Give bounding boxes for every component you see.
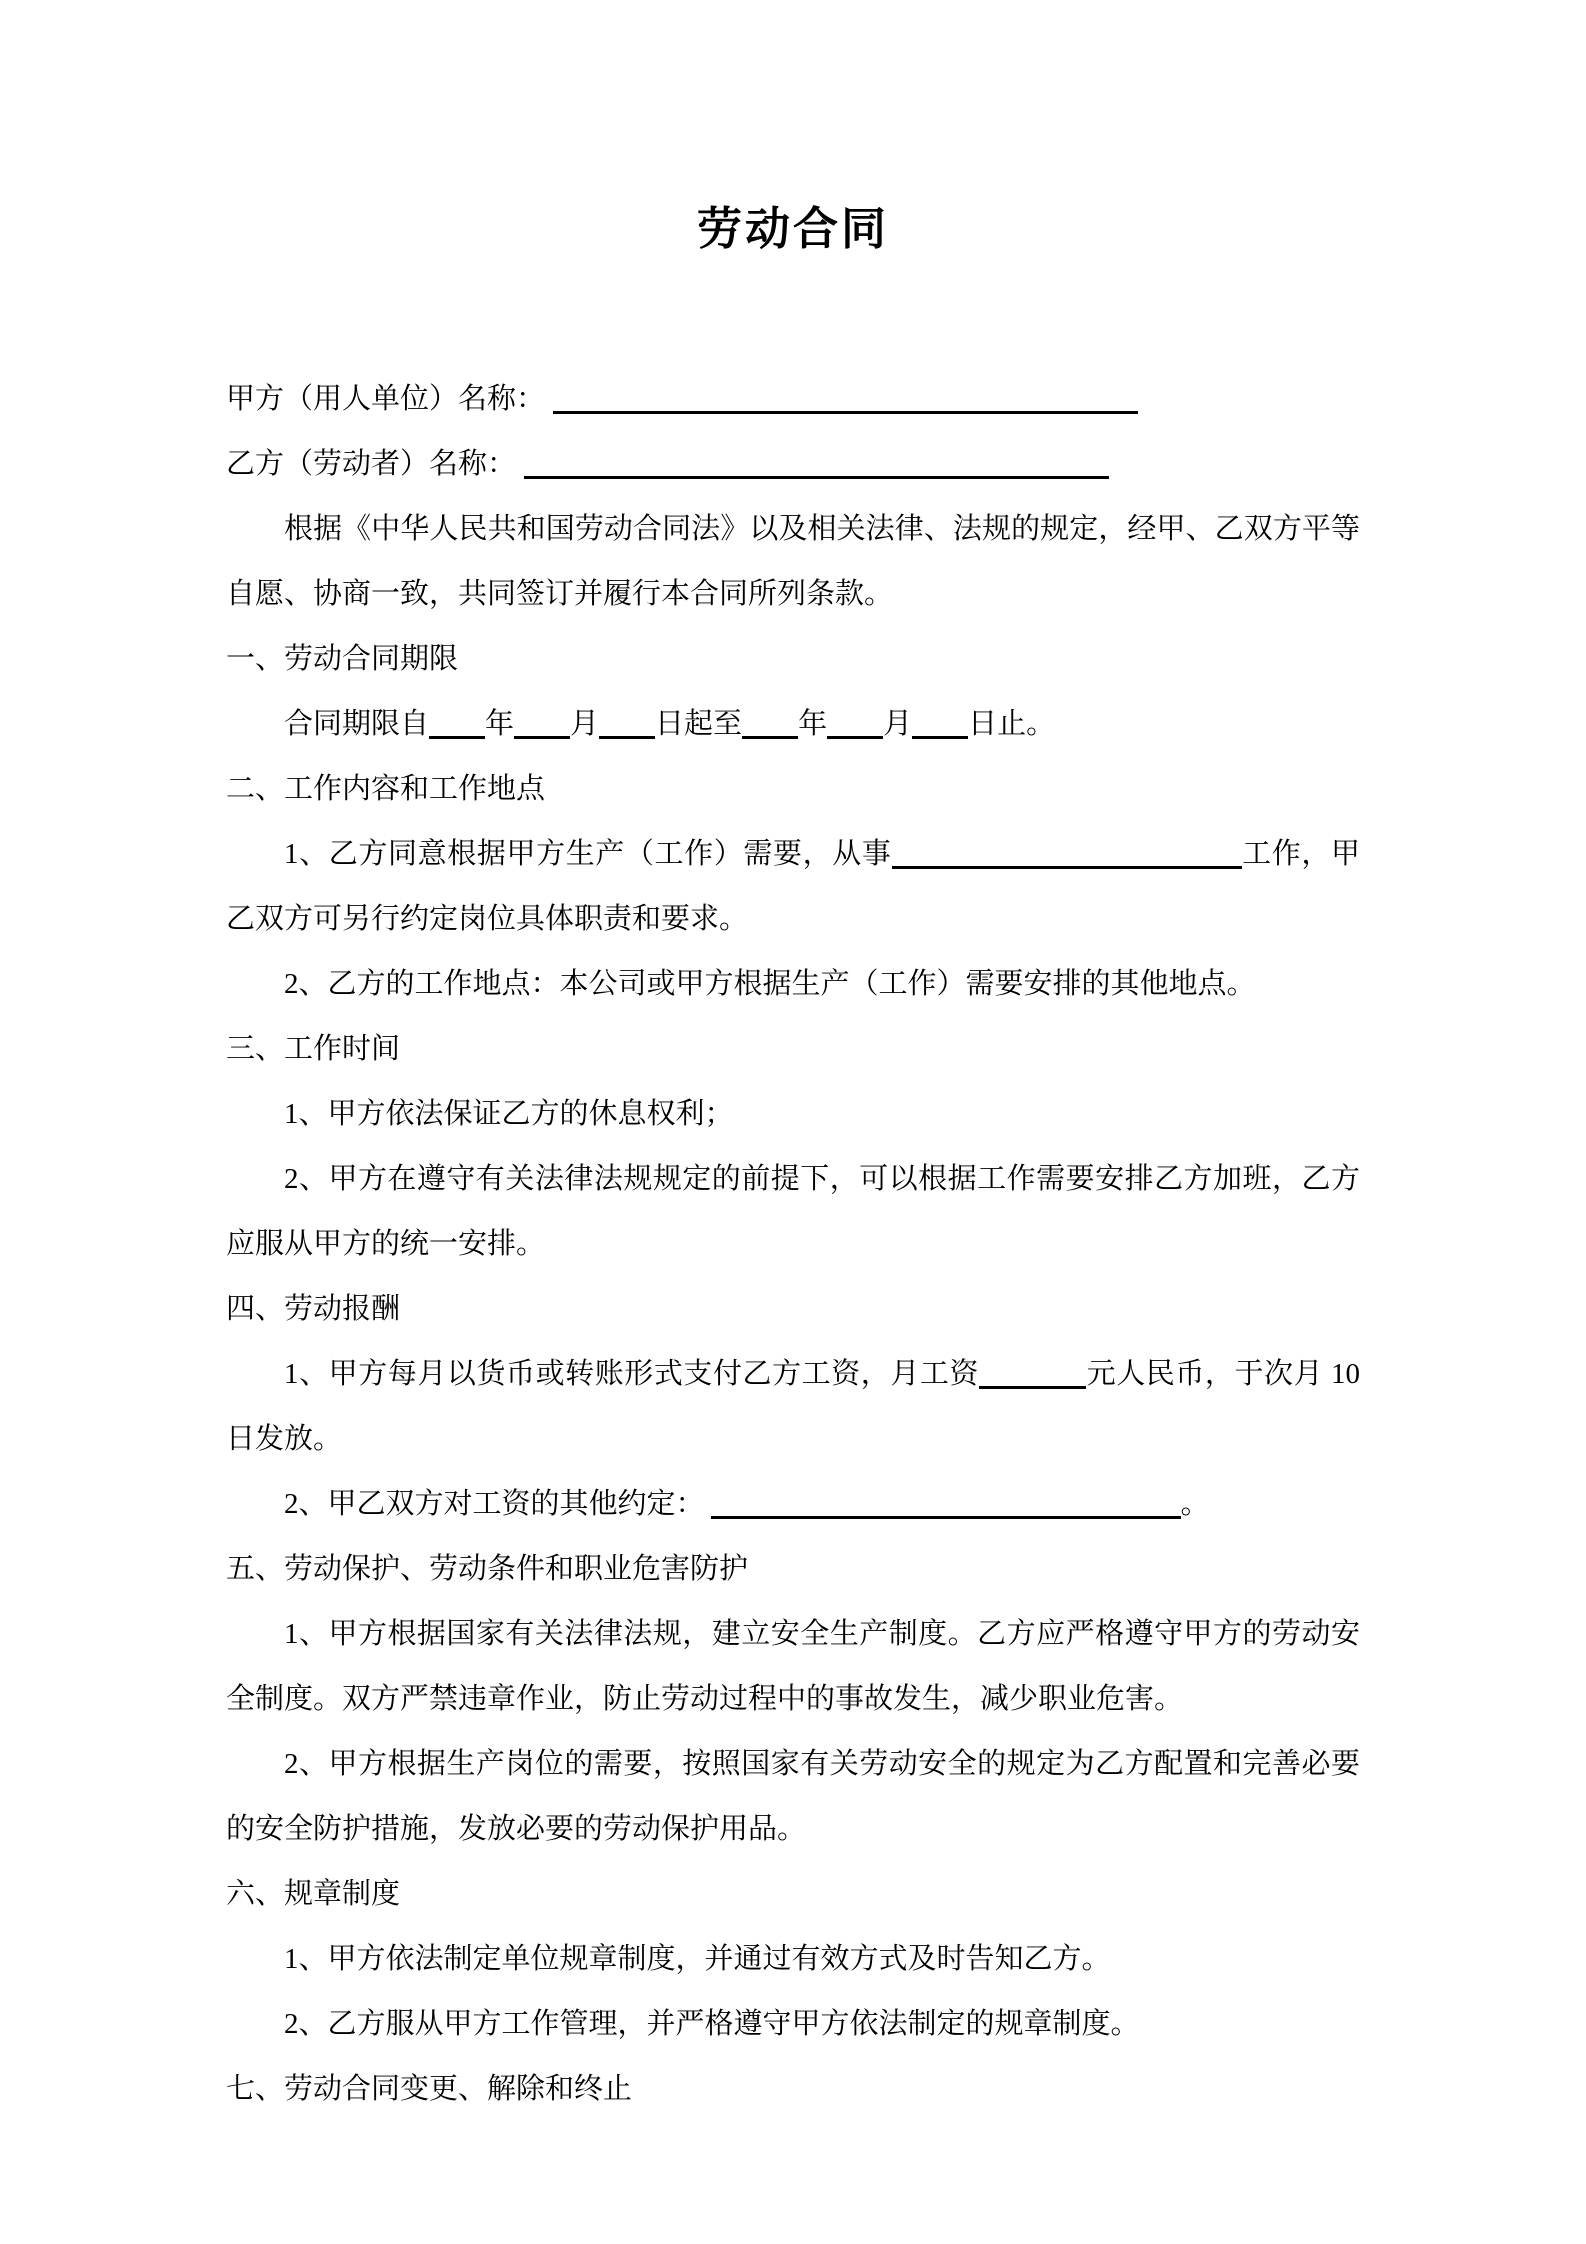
term-month-from-label: 月 xyxy=(570,708,600,740)
wage-other-pre: 2、甲乙双方对工资的其他约定： xyxy=(284,1488,705,1520)
section-5-item-1: 1、甲方根据国家有关法律法规，建立安全生产制度。乙方应严格遵守甲方的劳动安全制度。双方严禁违章作业，防止劳动过程中的事故发生，减少职业危害。 xyxy=(226,1618,1360,1715)
section-6-heading: 六、规章制度 xyxy=(226,1878,401,1910)
section-6-item-1: 1、甲方依法制定单位规章制度，并通过有效方式及时告知乙方。 xyxy=(284,1943,1111,1975)
job-title-blank[interactable] xyxy=(892,838,1242,869)
term-month-to-label: 月 xyxy=(883,708,913,740)
section-3-item-1: 1、甲方依法保证乙方的休息权利； xyxy=(284,1098,734,1130)
party-a-line xyxy=(226,367,1360,432)
term-day-from-label: 日起至 xyxy=(655,708,743,740)
party-b-label: 乙方（劳动者）名称： xyxy=(226,448,517,480)
section-4-heading: 四、劳动报酬 xyxy=(226,1293,401,1325)
term-month-from-blank[interactable] xyxy=(514,708,570,739)
contract-term-line xyxy=(226,692,1360,757)
term-year-from-label: 年 xyxy=(485,708,515,740)
section-5-heading: 五、劳动保护、劳动条件和职业危害防护 xyxy=(226,1553,749,1585)
section-5-item-2: 2、甲方根据生产岗位的需要，按照国家有关劳动安全的规定为乙方配置和完善必要的安全防护措施，发放必要的劳动保护用品。 xyxy=(226,1748,1360,1845)
term-day-from-blank[interactable] xyxy=(599,708,655,739)
term-pre: 合同期限自 xyxy=(284,708,430,740)
term-year-from-blank[interactable] xyxy=(429,708,485,739)
term-day-to-label: 日止。 xyxy=(968,708,1056,740)
wage-line-pre: 1、甲方每月以货币或转账形式支付乙方工资，月工资 xyxy=(284,1358,980,1390)
section-7-heading: 七、劳动合同变更、解除和终止 xyxy=(226,2073,633,2105)
section-2-item-2: 2、乙方的工作地点：本公司或甲方根据生产（工作）需要安排的其他地点。 xyxy=(284,968,1256,1000)
term-year-to-blank[interactable] xyxy=(742,708,798,739)
wage-amount-blank[interactable] xyxy=(979,1358,1086,1389)
term-year-to-label: 年 xyxy=(798,708,828,740)
party-a-name-blank[interactable] xyxy=(553,383,1138,414)
section-4-item-1 xyxy=(226,1342,1360,1472)
wage-line-post: 元人民币，于次月 10 日发放。 xyxy=(226,1358,1360,1455)
section-2-heading: 二、工作内容和工作地点 xyxy=(226,773,546,805)
section-3-heading: 三、工作时间 xyxy=(226,1033,401,1065)
section-3-item-2: 2、甲方在遵守有关法律法规规定的前提下，可以根据工作需要安排乙方加班，乙方应服从甲方的统一安排。 xyxy=(226,1163,1360,1260)
intro-paragraph: 根据《中华人民共和国劳动合同法》以及相关法律、法规的规定，经甲、乙双方平等自愿、协商一致，共同签订并履行本合同所列条款。 xyxy=(226,513,1360,610)
job-line-post: 工作，甲乙双方可另行约定岗位具体职责和要求。 xyxy=(226,838,1360,935)
section-6-item-2: 2、乙方服从甲方工作管理，并严格遵守甲方依法制定的规章制度。 xyxy=(284,2008,1140,2040)
party-b-name-blank[interactable] xyxy=(524,448,1109,479)
party-a-label: 甲方（用人单位）名称： xyxy=(226,383,546,415)
wage-other-post: 。 xyxy=(1180,1488,1210,1520)
section-1-heading: 一、劳动合同期限 xyxy=(226,643,459,675)
term-month-to-blank[interactable] xyxy=(827,708,883,739)
term-day-to-blank[interactable] xyxy=(912,708,968,739)
job-line-pre: 1、乙方同意根据甲方生产（工作）需要，从事 xyxy=(284,838,892,870)
party-b-line xyxy=(226,432,1360,497)
doc-title: 劳动合同 xyxy=(696,204,889,254)
section-4-item-2 xyxy=(226,1472,1360,1537)
wage-other-agreement-blank[interactable] xyxy=(711,1488,1181,1519)
section-2-item-1 xyxy=(226,822,1360,952)
